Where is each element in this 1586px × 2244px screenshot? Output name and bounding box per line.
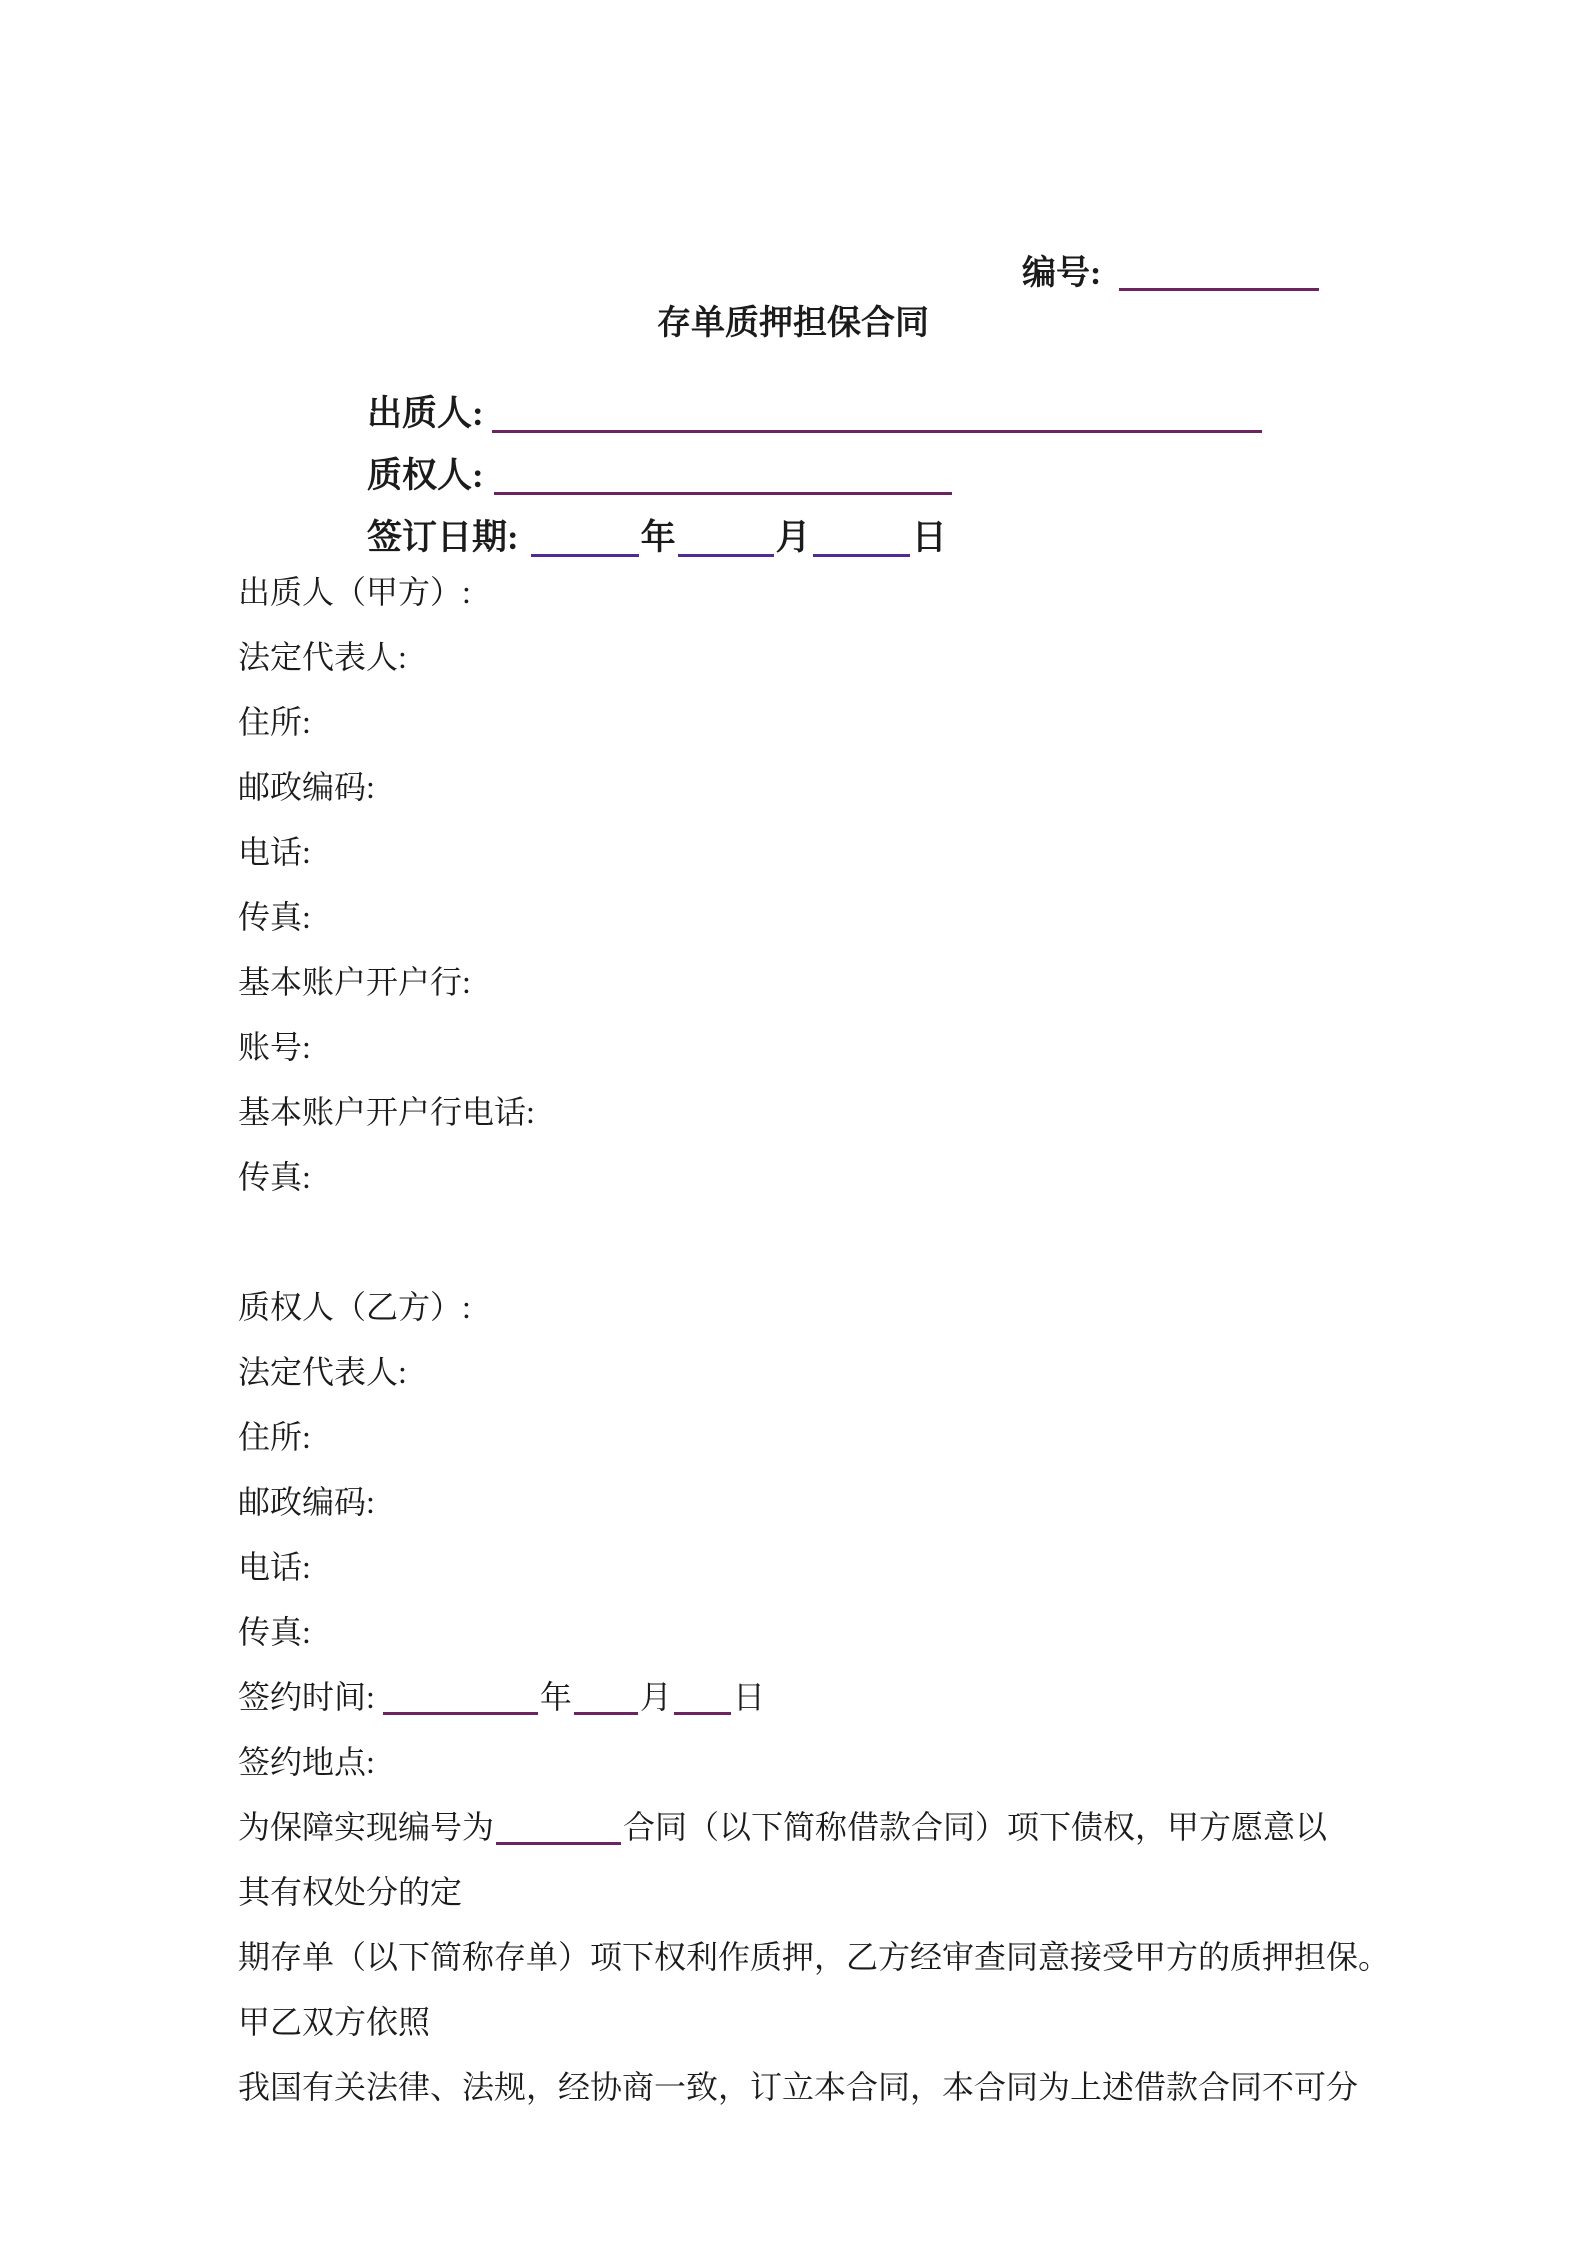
address-line-b: 住所: bbox=[238, 1419, 311, 1455]
pledgor-name-blank[interactable] bbox=[492, 395, 1262, 433]
paragraph-line: 我国有关法律、法规，经协商一致，订立本合同，本合同为上述借款合同不可分 bbox=[238, 2069, 1359, 2105]
sign-time-day-blank[interactable] bbox=[674, 1680, 731, 1715]
sign-date-year-blank[interactable] bbox=[531, 519, 639, 557]
postal-code-line-a: 邮政编码: bbox=[238, 769, 375, 805]
month-unit-label: 月 bbox=[639, 1679, 672, 1715]
document-title: 存单质押担保合同 bbox=[657, 305, 929, 342]
phone-line-a: 电话: bbox=[238, 834, 311, 870]
sign-time-label: 签约时间: bbox=[238, 1679, 375, 1715]
guarantee-paragraph-post: 合同（以下简称借款合同）项下债权，甲方愿意以 bbox=[623, 1809, 1328, 1845]
pledgee-party-b-line: 质权人（乙方）: bbox=[238, 1289, 471, 1325]
pledgor-row bbox=[367, 383, 1264, 445]
sign-time-month-blank[interactable] bbox=[574, 1680, 638, 1715]
pledgor-label: 出质人: bbox=[367, 394, 484, 433]
paragraph-line: 期存单（以下简称存单）项下权利作质押，乙方经审查同意接受甲方的质押担保。 bbox=[238, 1939, 1391, 1975]
pledgor-party-a-line: 出质人（甲方）: bbox=[238, 574, 471, 610]
blank-spacer-line bbox=[238, 1210, 1478, 1275]
day-unit-label: 日 bbox=[732, 1679, 765, 1715]
sign-time-line bbox=[238, 1665, 1478, 1730]
sign-place-line: 签约地点: bbox=[238, 1744, 375, 1780]
sign-time-year-blank[interactable] bbox=[383, 1680, 538, 1715]
header-fields-block bbox=[367, 383, 1264, 569]
fax-line-b: 传真: bbox=[238, 1614, 311, 1650]
sign-date-month-blank[interactable] bbox=[678, 519, 774, 557]
fax-line-a: 传真: bbox=[238, 899, 311, 935]
year-unit-label: 年 bbox=[640, 518, 676, 557]
doc-number-blank[interactable] bbox=[1119, 254, 1319, 291]
month-unit-label: 月 bbox=[775, 518, 811, 557]
legal-representative-line-a: 法定代表人: bbox=[238, 639, 407, 675]
day-unit-label: 日 bbox=[911, 518, 947, 557]
body-lines-block bbox=[238, 560, 1478, 2120]
phone-line-b: 电话: bbox=[238, 1549, 311, 1585]
sign-date-day-blank[interactable] bbox=[813, 519, 910, 557]
paragraph-line: 其有权处分的定 bbox=[238, 1874, 463, 1910]
pledgee-name-blank[interactable] bbox=[494, 457, 952, 495]
pledgee-row bbox=[367, 445, 1264, 507]
guarantee-paragraph-line bbox=[238, 1795, 1478, 1860]
doc-number-label: 编号: bbox=[1022, 255, 1102, 292]
year-unit-label: 年 bbox=[539, 1679, 572, 1715]
paragraph-line: 甲乙双方依照 bbox=[238, 2004, 431, 2040]
bank-phone-line-a: 基本账户开户行电话: bbox=[238, 1094, 535, 1130]
bank-fax-line-a: 传真: bbox=[238, 1159, 311, 1195]
guarantee-paragraph-pre: 为保障实现编号为 bbox=[238, 1809, 495, 1845]
postal-code-line-b: 邮政编码: bbox=[238, 1484, 375, 1520]
doc-number-row bbox=[1022, 250, 1321, 298]
legal-representative-line-b: 法定代表人: bbox=[238, 1354, 407, 1390]
pledgee-label: 质权人: bbox=[367, 456, 484, 495]
sign-date-label: 签订日期: bbox=[367, 518, 519, 557]
contract-number-blank[interactable] bbox=[496, 1810, 621, 1845]
account-number-line-a: 账号: bbox=[238, 1029, 311, 1065]
address-line-a: 住所: bbox=[238, 704, 311, 740]
bank-of-account-line-a: 基本账户开户行: bbox=[238, 964, 471, 1000]
